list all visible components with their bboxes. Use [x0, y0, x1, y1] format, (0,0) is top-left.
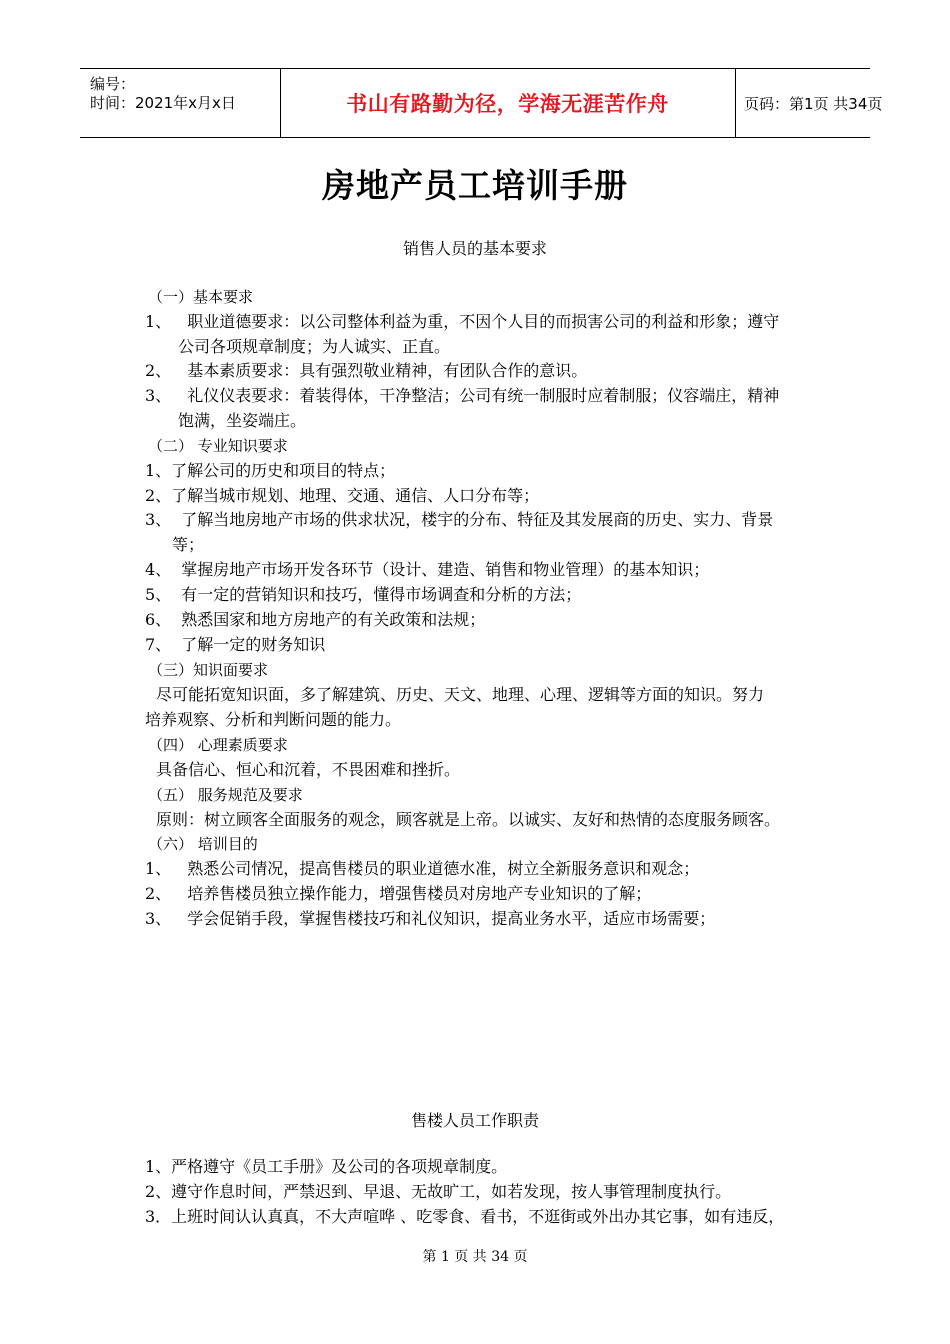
list-item: 1、 熟悉公司情况，提高售楼员的职业道德水准，树立全新服务意识和观念；	[145, 859, 700, 878]
list-item: 4、 掌握房地产市场开发各环节（设计、建造、销售和物业管理）的基本知识；	[145, 560, 710, 579]
list-item: 5、 有一定的营销知识和技巧，懂得市场调查和分析的方法；	[145, 585, 582, 604]
list-item: 1、了解公司的历史和项目的特点；	[145, 461, 396, 480]
heading-service-standards: （五） 服务规范及要求	[148, 786, 303, 804]
heading-basic-requirements: （一）基本要求	[148, 288, 254, 306]
motto-text: 书山有路勤为径，学海无涯苦作舟	[346, 92, 669, 116]
heading-professional-knowledge: （二） 专业知识要求	[148, 437, 288, 455]
header-page-cell	[736, 69, 883, 137]
list-item: 2、 培养售楼员独立操作能力，增强售楼员对房地产专业知识的了解；	[145, 884, 652, 903]
heading-psychological-quality: （四） 心理素质要求	[148, 736, 288, 754]
list-item: 3、 礼仪仪表要求：着装得体，干净整洁；公司有统一制服时应着制服；仪容端庄，精神	[145, 386, 780, 405]
list-item: 6、 熟悉国家和地方房地产的有关政策和法规；	[145, 610, 486, 629]
header-motto-cell	[280, 69, 736, 137]
section-title-duties: 售楼人员工作职责	[410, 1111, 539, 1130]
list-item: 2、遵守作息时间，严禁迟到、早退、无故旷工，如若发现，按人事管理制度执行。	[145, 1182, 732, 1201]
page-footer: 第 1 页 共 34 页	[422, 1249, 528, 1265]
page-header	[80, 68, 883, 138]
list-item: 3、 了解当地房地产市场的供求状况，楼宇的分布、特征及其发展商的历史、实力、背景	[145, 510, 774, 529]
heading-knowledge-breadth: （三）知识面要求	[148, 661, 269, 679]
heading-training-purpose: （六） 培训目的	[148, 835, 258, 853]
paragraph-line: 具备信心、恒心和沉着，不畏困难和挫折。	[156, 760, 461, 779]
number-label: 编号：	[90, 75, 136, 93]
time-label: 时间：2021年x月x日	[90, 94, 236, 112]
list-item: 1、 职业道德要求：以公司整体利益为重，不因个人目的而损害公司的利益和形象；遵守	[145, 312, 780, 331]
document-title: 房地产员工培训手册	[322, 166, 628, 205]
header-left-cell	[80, 69, 281, 137]
list-item: 2、 基本素质要求：具有强烈敬业精神，有团队合作的意识。	[145, 361, 588, 380]
list-item-continuation: 公司各项规章制度；为人诚实、正直。	[178, 337, 451, 356]
paragraph-line: 原则：树立顾客全面服务的观念，顾客就是上帝。以诚实、友好和热情的态度服务顾客。	[156, 810, 781, 829]
list-item: 2、了解当城市规划、地理、交通、通信、人口分布等；	[145, 486, 540, 505]
paragraph-line: 培养观察、分析和判断问题的能力。	[145, 710, 402, 729]
list-item: 3．上班时间认认真真，不大声喧哗 、吃零食、看书，不逛街或外出办其它事，如有违反，	[145, 1207, 785, 1226]
list-item: 1、严格遵守《员工手册》及公司的各项规章制度。	[145, 1157, 508, 1176]
list-item: 3、 学会促销手段，掌握售楼技巧和礼仪知识，提高业务水平，适应市场需要；	[145, 909, 716, 928]
list-item-continuation: 饱满，坐姿端庄。	[178, 411, 307, 430]
list-item: 7、 了解一定的财务知识	[145, 635, 326, 654]
section-title-basic-requirements: 销售人员的基本要求	[402, 239, 547, 258]
page-info: 页码：第1页 共34页	[744, 94, 883, 113]
list-item-continuation: 等；	[172, 535, 205, 554]
paragraph-line: 尽可能拓宽知识面，多了解建筑、历史、天文、地理、心理、逻辑等方面的知识。努力	[156, 685, 765, 704]
